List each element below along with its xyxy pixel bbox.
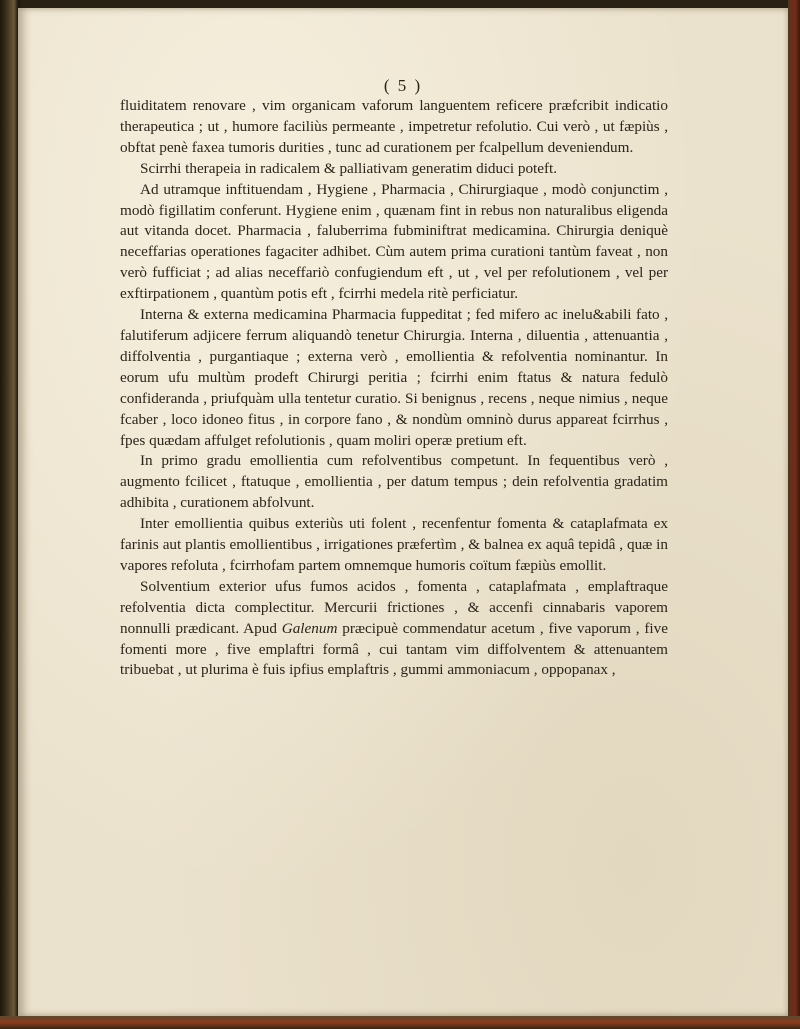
paragraph-4: Interna & externa medicamina Pharmacia fuppeditat ; fed mifero ac inelu&abili fato , falutiferum adjicere ferrum aliquandò tenetur Chirurgia. Interna , diluentia , attenuantia , diffolventia , purgantiaque ; externa verò , emollientia & refolventia nominantur. In eorum ufu multùm prodeft Chirurgi peritia ; fcirrhi enim ftatus & natura fedulò confideranda , priufquàm ulla tentetur curatio. Si benignus , recens , neque nimius , neque fcaber , loco idoneo fitus , in corpore fano , & nondùm omninò durus appareat fcirrhus , fpes quædam affulget refolutionis , quam moliri operæ pretium eft. [120,306,668,449]
paragraph-2: Scirrhi therapeia in radicalem & palliativam generatim diduci poteft. [140,159,558,177]
paragraph-7-text-b: præcipuè commendatur acetum , five vaporum , five fomenti more , five emplaftri formâ , cui tantam vim diffolventem & attenuantem tribuebat , ut plurima è fuis ipfius emplaftris , gummi ammoniacum , oppopanax , [120,619,668,679]
paragraph-5: In primo gradu emollientia cum refolventibus competunt. In fequentibus verò , augmento fcilicet , ftatuque , emollientia , per datum tempus ; dein refolventia gradatim adhibita , curationem abfolvunt. [120,452,668,512]
page-number: ( 5 ) [383,76,423,95]
book-page [18,8,788,1016]
paragraph-3: Ad utramque inftituendam , Hygiene , Pharmacia , Chirurgiaque , modò conjunctim , modò figillatim conferunt. Hygiene enim , quænam fint in rebus non naturalibus eligenda aut vitanda docet. Pharmacia , faluberrima fubminiftrat medicamina. Chirurgia deniquè neceffarias operationes fagaciter adhibet. Cùm autem prima curationi tantùm faveat , non verò fufficiat ; ad alias neceffariò confugiendum eft , ut , vel per refolutionem , vel per exftirpationem , quantùm potis eft , fcirrhi medela ritè perficiatur. [120,180,668,303]
page-body-text [120,96,668,681]
paragraph-7 [120,577,668,682]
book-edge-bottom [0,1016,800,1029]
book-edge-right [788,0,800,1029]
author-name-galenum: Galenum [281,619,338,637]
paragraph-6: Inter emollientia quibus exteriùs uti folent , recenfentur fomenta & cataplafmata ex farinis aut plantis emollientibus , irrigationes præfertìm , & balnea ex aquâ tepidâ , quæ in vapores refoluta , fcirrhofam partem omnemque humoris coïtum fæpiùs emollit. [120,515,668,574]
paragraph-7-text-a: Solventium exterior ufus fumos acidos , fomenta , cataplafmata , emplaftraque refolventia dicta complectitur. Mercurii frictiones , & accenfi cinnabaris vaporem nonnulli prædicant. Apud [120,577,668,637]
paragraph-1: fluiditatem renovare , vim organicam vaforum languentem reficere præfcribit indicatio therapeutica ; ut , humore faciliùs permeante , impetretur refolutio. Cui verò , ut fæpiùs , obftat penè faxea tumoris durities , tunc ad curationem per fcalpellum deveniendum. [120,97,668,156]
